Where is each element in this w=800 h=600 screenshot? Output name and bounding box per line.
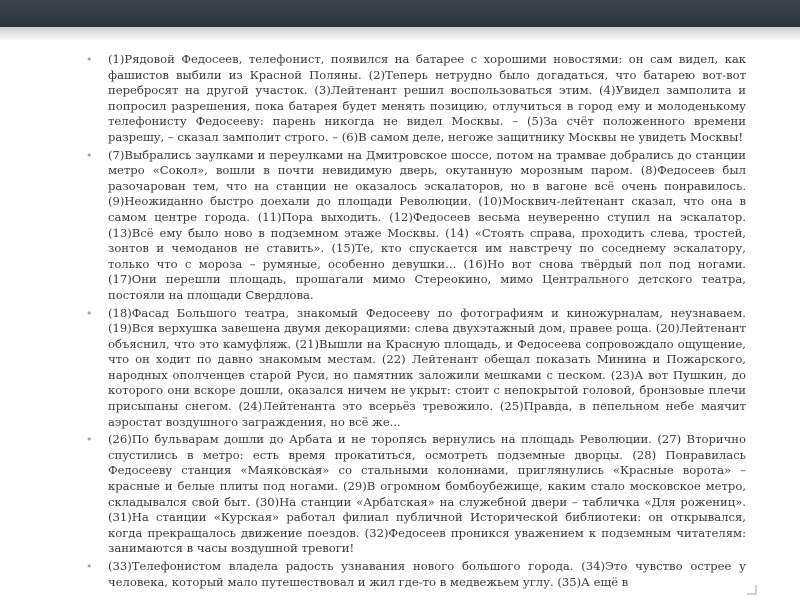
paragraph-2 — [86, 148, 746, 304]
bullet-icon: • — [86, 148, 93, 162]
header-shadow — [0, 27, 800, 41]
chevron-corner-svg — [744, 582, 760, 598]
paragraph-list — [86, 52, 746, 590]
top-header-band — [0, 0, 800, 27]
paragraph-text: (1)Рядовой Федосеев, телефонист, появился на батарее с хорошими новостями: он сам видел, как фашистов выбили из Красной Поляны. (2)Теперь нетрудно было догадаться, что батарею вот-вот перебросят на другой участок. (3)Лейтенант решил воспользоваться этим. (4)Увидел замполита и попросил разрешения, пока батарея будет менять позицию, отлучиться в город ему и молоденькому телефонисту Федосееву: парень никогда не видел Москвы. – (5)За счёт положенного времени разрешу, – сказал замполит строго. – (6)В самом деле, негоже защитнику Москвы не увидеть Москвы! — [108, 52, 746, 144]
paragraph-text: (33)Телефонистом владела радость узнавания нового большого города. (34)Это чувство острее у человека, который мало путешествовал и жил где-то в медвежьем углу. (35)А ещё в — [108, 559, 746, 589]
paragraph-text: (26)По бульварам дошли до Арбата и не торопясь вернулись на площадь Революции. (27) Вторично спустились в метро: есть время прокатиться, осмотреть подземные дворцы. (28) Понравилась Федосееву станция «Маяковская» со стальными колоннами, приглянулись «Красные ворота» – красные и белые плиты под ногами. (29)В огромном бомбоубежище, каким стало московское метро, складывался свой быт. (30)На станции «Арбатская» на служебной двери – табличка «Для рожениц». (31)На станции «Курская» работал филиал публичной Исторической библиотеки: он открывался, когда прекращалось движение поездов. (32)Федосеев проникся уважением к подземным читателям: занимаются в часы воздушной тревоги! — [108, 432, 746, 556]
paragraph-4 — [86, 432, 746, 557]
bullet-icon: • — [86, 306, 93, 320]
paragraph-3 — [86, 306, 746, 431]
bullet-icon: • — [86, 560, 93, 573]
paragraph-5 — [86, 559, 746, 590]
paragraph-1 — [86, 52, 746, 146]
paragraph-text: (7)Выбрались заулками и переулками на Дмитровское шоссе, потом на трамвае добрались до станции метро «Сокол», вошли в почти невидимую дверь, окутанную морозным паром. (8)Федосеев был разочарован тем, что на станции не оказалось эскалаторов, но в вагоне всё очень понравилось. (9)Неожиданно быстро доехали до площади Революции. (10)Москвич-лейтенант сказал, что она в самом центре города. (11)Пора выходить. (12)Федосеев весьма неуверенно ступил на эскалатор. (13)Всё ему было ново в подземном этаже Москвы. (14) «Стоять справа, проходить слева, тростей, зонтов и чемоданов не ставить». (15)Те, кто спускается им навстречу по соседнему эскалатору, только что с мороза – румяные, особенно девушки... (16)Но вот снова твёрдый пол под ногами. (17)Они перешли площадь, прошагали мимо Стереокино, мимо Центрального детского театра, постояли на площади Свердлова. — [108, 147, 746, 302]
text-content — [86, 52, 746, 592]
chevron-corner-icon[interactable] — [744, 582, 760, 598]
paragraph-text: (18)Фасад Большого театра, знакомый Федосееву по фотографиям и киножурналам, неузнаваем. (19)Вся верхушка завешена двумя декорациями: слева двухэтажный дом, правее роща. (20)Лейтенант объяснил, что это камуфляж. (21)Вышли на Красную площадь, и Федосеева сопровождало ощущение, что он ходит по давно знакомым местам. (22) Лейтенант обещал показать Минина и Пожарского, народных ополченцев старой Руси, но памятник заложили мешками с песком. (23)А вот Пушкин, до которого они вскоре дошли, оказался ничем не укрыт: стоит с непокрытой головой, бронзовые плечи присыпаны снегом. (24)Лейтенанта это всерьёз тревожило. (25)Правда, в пепельном небе маячит аэростат воздушного заграждения, но всё же... — [108, 305, 746, 429]
bullet-icon: • — [86, 53, 93, 66]
bullet-icon: • — [86, 433, 93, 447]
